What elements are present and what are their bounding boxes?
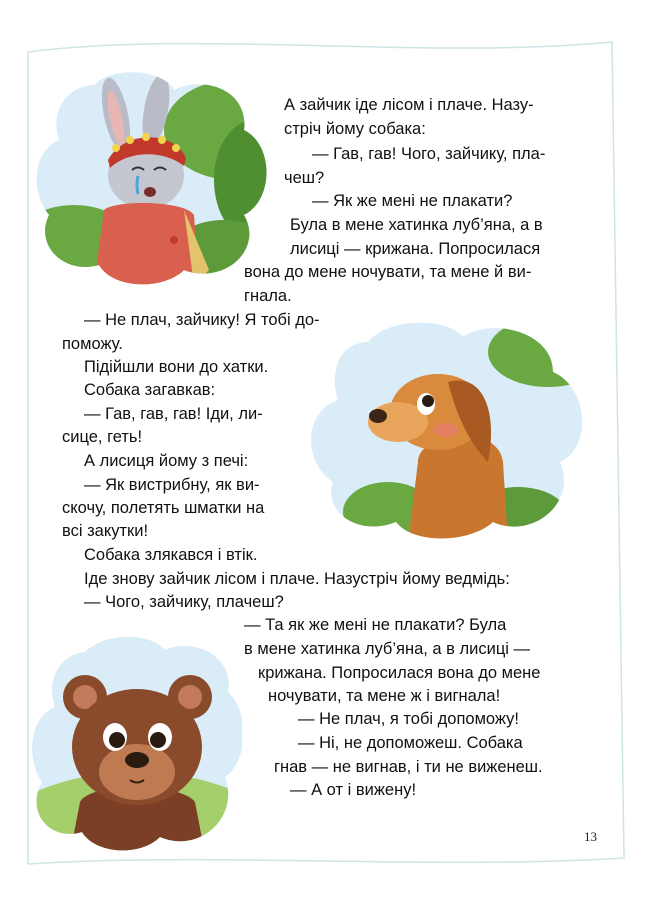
bear-illustration (30, 632, 242, 854)
bunny-illustration (34, 70, 274, 285)
story-line: ночувати, та мене ж і вигнала! (268, 687, 501, 705)
story-line: А зайчик іде лісом і плаче. Назу- (284, 96, 534, 114)
story-line: А лисиця йому з печі: (84, 452, 249, 470)
story-line: — Ні, не допоможеш. Собака (298, 734, 523, 752)
story-line: — Не плач, я тобі допоможу! (298, 710, 519, 728)
story-line: — Гав, гав! Чого, зайчику, пла- (312, 145, 546, 163)
story-line: — Не плач, зайчику! Я тобі до- (84, 311, 320, 329)
story-line: гнала. (244, 287, 292, 305)
story-line: Була в мене хатинка луб’яна, а в (290, 216, 543, 234)
story-line: — Як же мені не плакати? (312, 192, 513, 210)
story-line: Собака загавкав: (84, 381, 216, 399)
story-line: — Та як же мені не плакати? Була (244, 616, 507, 634)
story-line: Іде знову зайчик лісом і плаче. Назустріч йому ведмідь: (84, 570, 510, 588)
story-line: — А от і вижену! (290, 781, 417, 799)
story-line: — Як вистрибну, як ви- (84, 476, 260, 494)
story-line: гнав — не вигнав, і ти не виженеш. (274, 758, 543, 776)
story-line: стріч йому собака: (284, 120, 426, 138)
story-line: — Чого, зайчику, плачеш? (84, 593, 284, 611)
page-number: 13 (584, 829, 597, 844)
story-line: — Гав, гав, гав! Іди, ли- (84, 405, 263, 423)
dog-illustration (298, 312, 590, 542)
story-line: чеш? (284, 169, 325, 187)
story-line: скочу, полетять шматки на (62, 499, 265, 517)
story-line: крижана. Попросилася вона до мене (258, 664, 541, 682)
story-line: Собака злякався і втік. (84, 546, 258, 564)
story-line: Підійшли вони до хатки. (84, 358, 269, 376)
story-line: в мене хатинка луб’яна, а в лисиці — (244, 640, 531, 658)
story-line: сице, геть! (62, 428, 143, 446)
story-line: всі закутки! (62, 522, 149, 540)
story-line: вона до мене ночувати, та мене й ви- (244, 263, 532, 281)
story-line: лисиці — крижана. Попросилася (290, 240, 541, 258)
story-line: поможу. (62, 335, 123, 353)
